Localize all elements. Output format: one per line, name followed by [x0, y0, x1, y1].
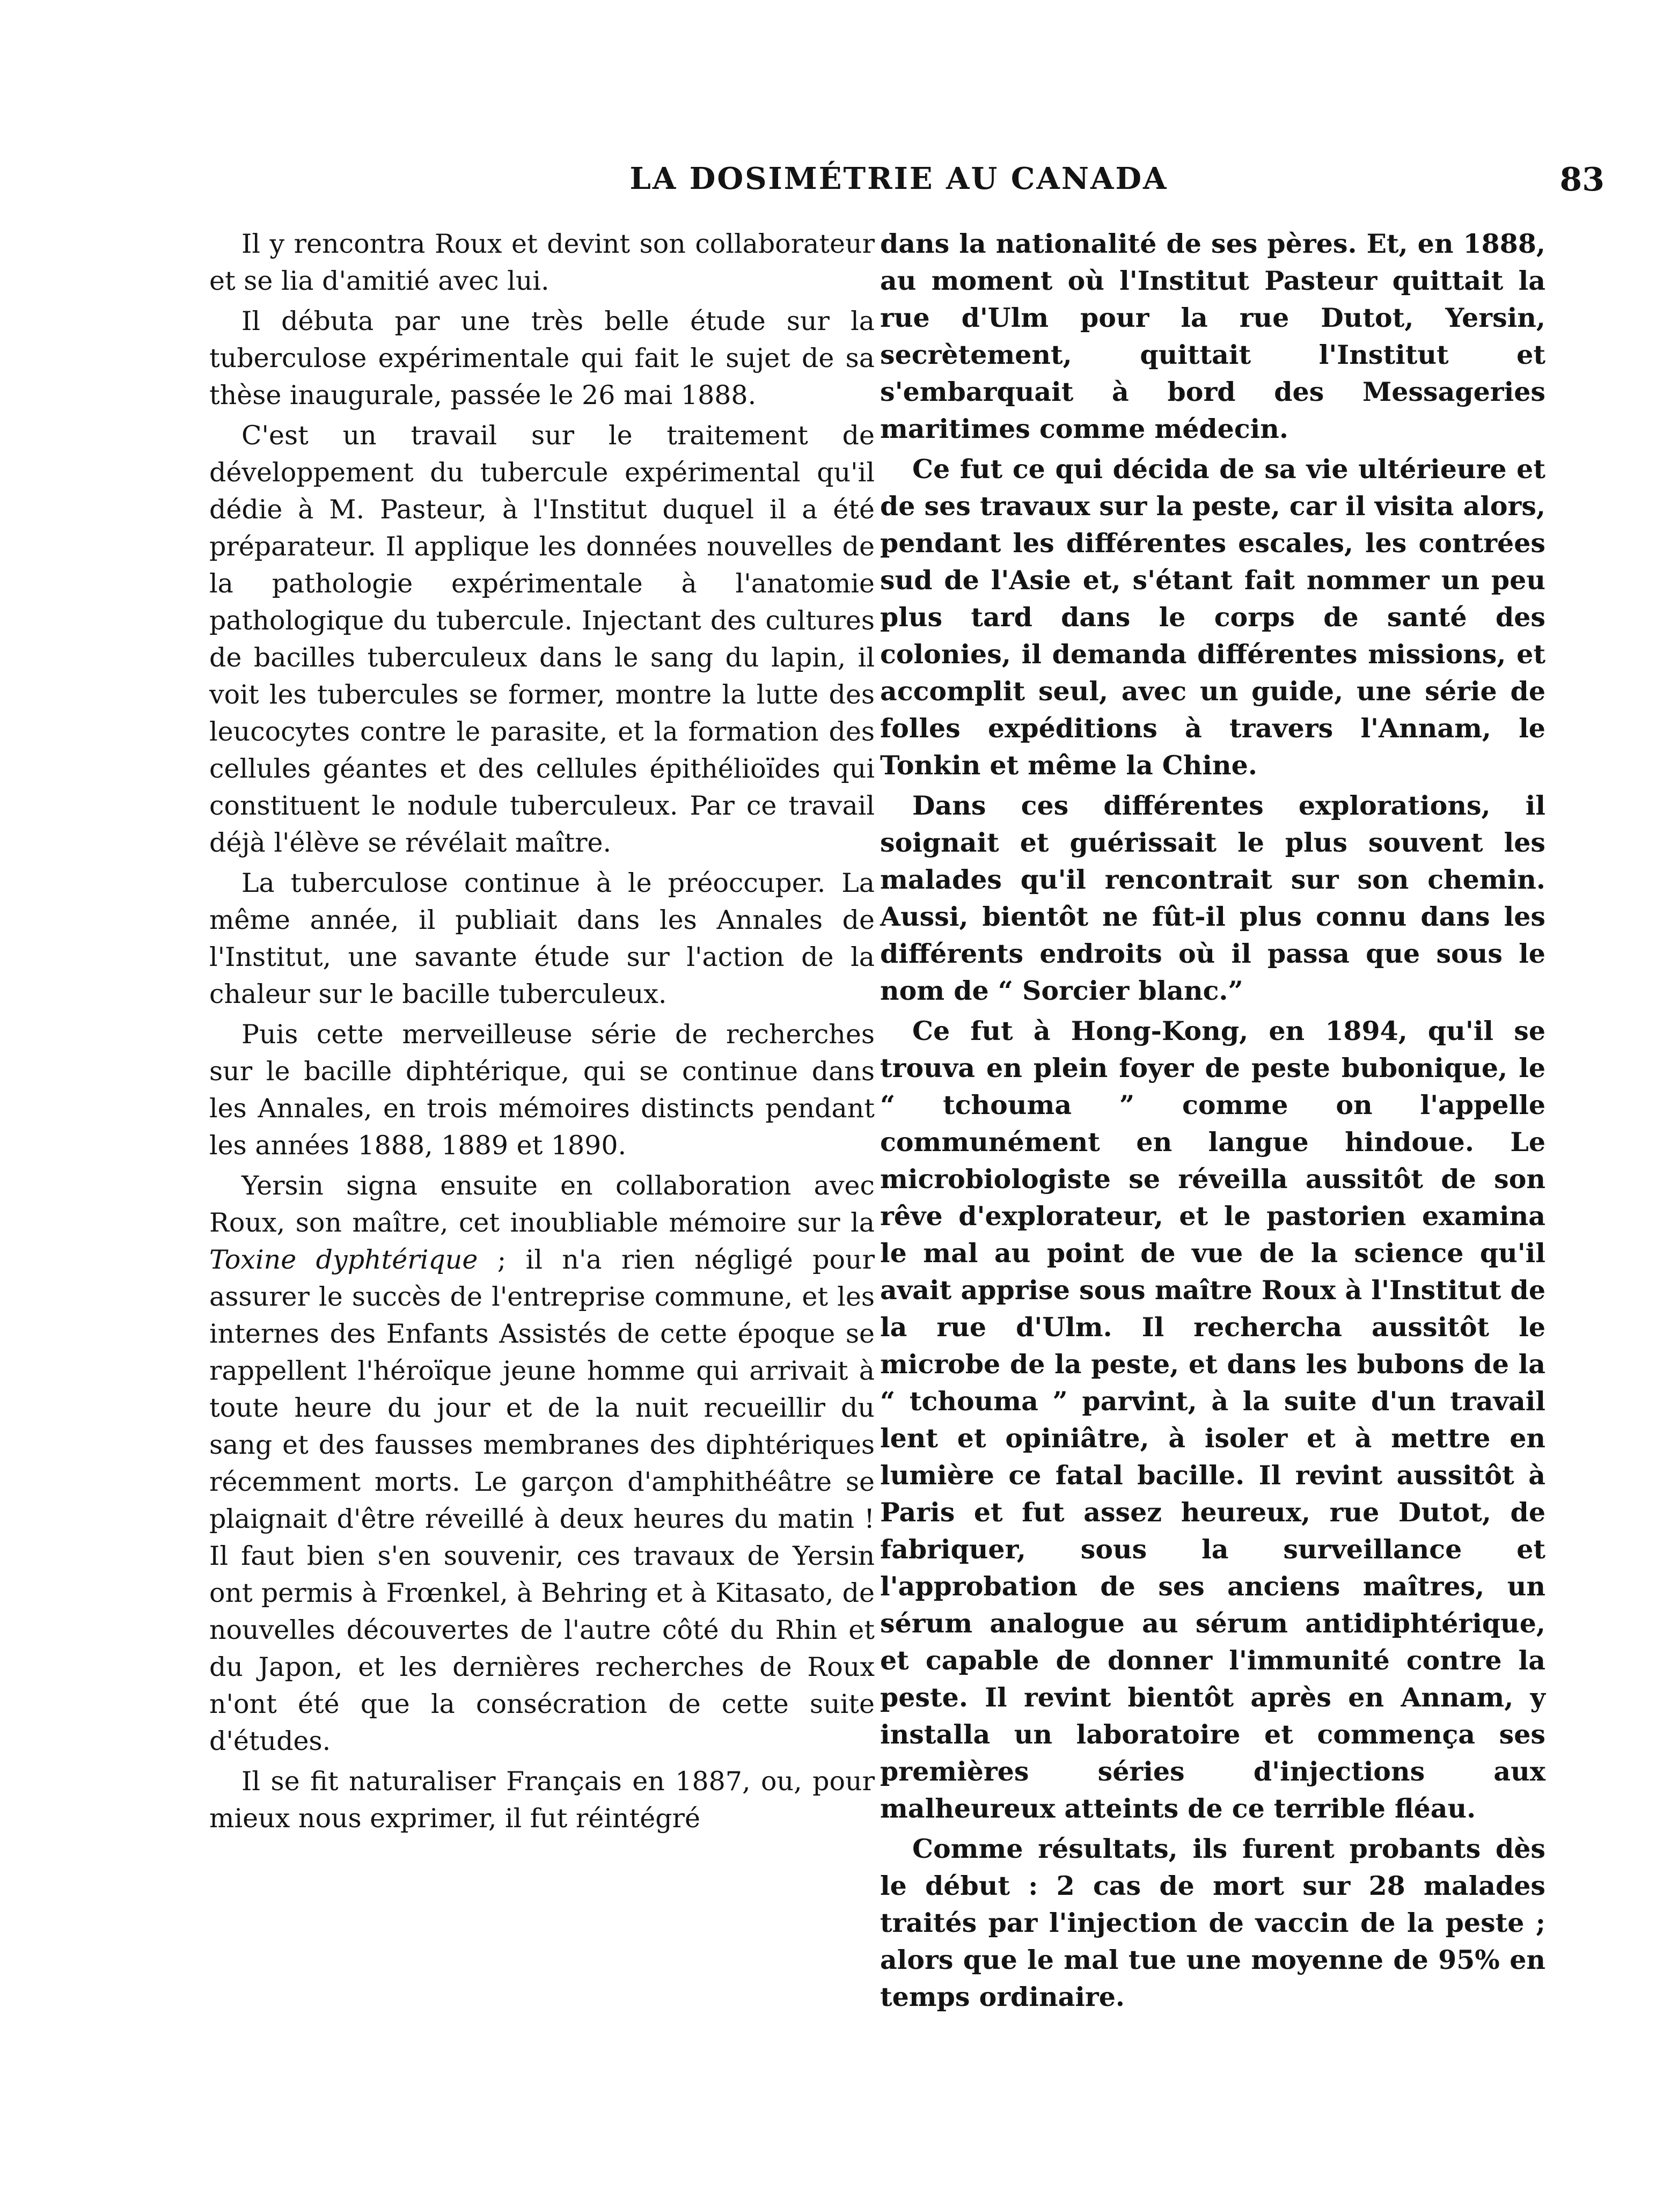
- paragraph: Comme résultats, ils furent probants dès le début : 2 cas de mort sur 28 malades traités par l'injection de vaccin de la peste ; alors que le mal tue une moyenne de 95% en temps ordinaire.: [880, 1833, 1545, 2012]
- italic-title: Toxine dyphtérique: [209, 1244, 478, 1275]
- paragraph: Ce fut ce qui décida de sa vie ultérieure et de ses travaux sur la peste, car il visita alors, pendant les différentes escales, les contrées sud de l'Asie et, s'étant fait nommer un peu plus tard dans le corps de santé des colonies, il demanda différentes missions, et accomplit seul, avec un guide, une série de folles expéditions à travers l'Annam, le Tonkin et même la Chine.: [880, 453, 1545, 781]
- left-column: [209, 225, 875, 1840]
- paragraph: Dans ces différentes explorations, il soignait et guérissait le plus souvent les malades qu'il rencontrait sur son chemin. Aussi, bientôt ne fût-il plus connu dans les différents endroits où il passa que sous le nom de “ Sorcier blanc.”: [880, 790, 1545, 1006]
- paragraph: Il y rencontra Roux et devint son collaborateur et se lia d'amitié avec lui.: [209, 229, 875, 296]
- paragraph-text: Yersin signa ensuite en collaboration avec Roux, son maître, cet inoubliable mémoire sur la: [209, 1170, 875, 1238]
- page-number: 83: [1559, 161, 1604, 199]
- page-header: [177, 161, 1621, 209]
- paragraph: Il se fit naturaliser Français en 1887, ou, pour mieux nous exprimer, il fut réintégré: [209, 1766, 875, 1834]
- paragraph: C'est un travail sur le traitement de développement du tubercule expérimental qu'il dédie à M. Pasteur, à l'Institut duquel il a été préparateur. Il applique les données nouvelles de la pathologie expérimentale à l'anatomie pathologique du tubercule. Injectant des cultures de bacilles tuberculeux dans le sang du lapin, il voit les tubercules se former, montre la lutte des leucocytes contre le parasite, et la formation des cellules géantes et des cellules épithélioïdes qui constituent le nodule tuberculeux. Par ce travail déjà l'élève se révélait maître.: [209, 420, 875, 858]
- paragraph: Ce fut à Hong-Kong, en 1894, qu'il se trouva en plein foyer de peste bubonique, le “ tchouma ” comme on l'appelle communément en langue hindoue. Le microbiologiste se réveilla aussitôt de son rêve d'explorateur, et le pastorien examina le mal au point de vue de la science qu'il avait apprise sous maître Roux à l'Institut de la rue d'Ulm. Il rechercha aussitôt le microbe de la peste, et dans les bubons de la “ tchouma ” parvint, à la suite d'un travail lent et opiniâtre, à isoler et à mettre en lumière ce fatal bacille. Il revint aussitôt à Paris et fut assez heureux, rue Dutot, de fabriquer, sous la surveillance et l'approbation de ses anciens maîtres, un sérum analogue au sérum antidiphtérique, et capable de donner l'immunité contre la peste. Il revint bientôt après en Annam, y installa un laboratoire et commença ses premières séries d'injections aux malheureux atteints de ce terrible fléau.: [880, 1015, 1545, 1824]
- paragraph: dans la nationalité de ses pères. Et, en 1888, au moment où l'Institut Pasteur quittait la rue d'Ulm pour la rue Dutot, Yersin, secrètement, quittait l'Institut et s'embarquait à bord des Messageries maritimes comme médecin.: [880, 228, 1545, 444]
- paragraph: [209, 1167, 875, 1760]
- paragraph: Puis cette merveilleuse série de recherches sur le bacille diphtérique, qui se continue dans les Annales, en trois mémoires distincts pendant les années 1888, 1889 et 1890.: [209, 1019, 875, 1161]
- running-title: LA DOSIMÉTRIE AU CANADA: [629, 161, 1168, 196]
- paragraph-text: ; il n'a rien négligé pour assurer le succès de l'entreprise commune, et les internes des Enfants Assistés de cette époque se rappellent l'héroïque jeune homme qui arrivait à toute heure du jour et de la nuit recueillir du sang et des fausses membranes des diphtériques récemment morts. Le garçon d'amphithéâtre se plaignait d'être réveillé à deux heures du matin ! Il faut bien s'en souvenir, ces travaux de Yersin ont permis à Frœnkel, à Behring et à Kitasato, de nouvelles découvertes de l'autre côté du Rhin et du Japon, et les dernières recherches de Roux n'ont été que la consécration de cette suite d'études.: [209, 1244, 875, 1756]
- right-column: [880, 225, 1545, 2019]
- paragraph: La tuberculose continue à le préoccuper. La même année, il publiait dans les Annales de l'Institut, une savante étude sur l'action de la chaleur sur le bacille tuberculeux.: [209, 868, 875, 1009]
- paragraph: Il débuta par une très belle étude sur la tuberculose expérimentale qui fait le sujet de sa thèse inaugurale, passée le 26 mai 1888.: [209, 306, 875, 411]
